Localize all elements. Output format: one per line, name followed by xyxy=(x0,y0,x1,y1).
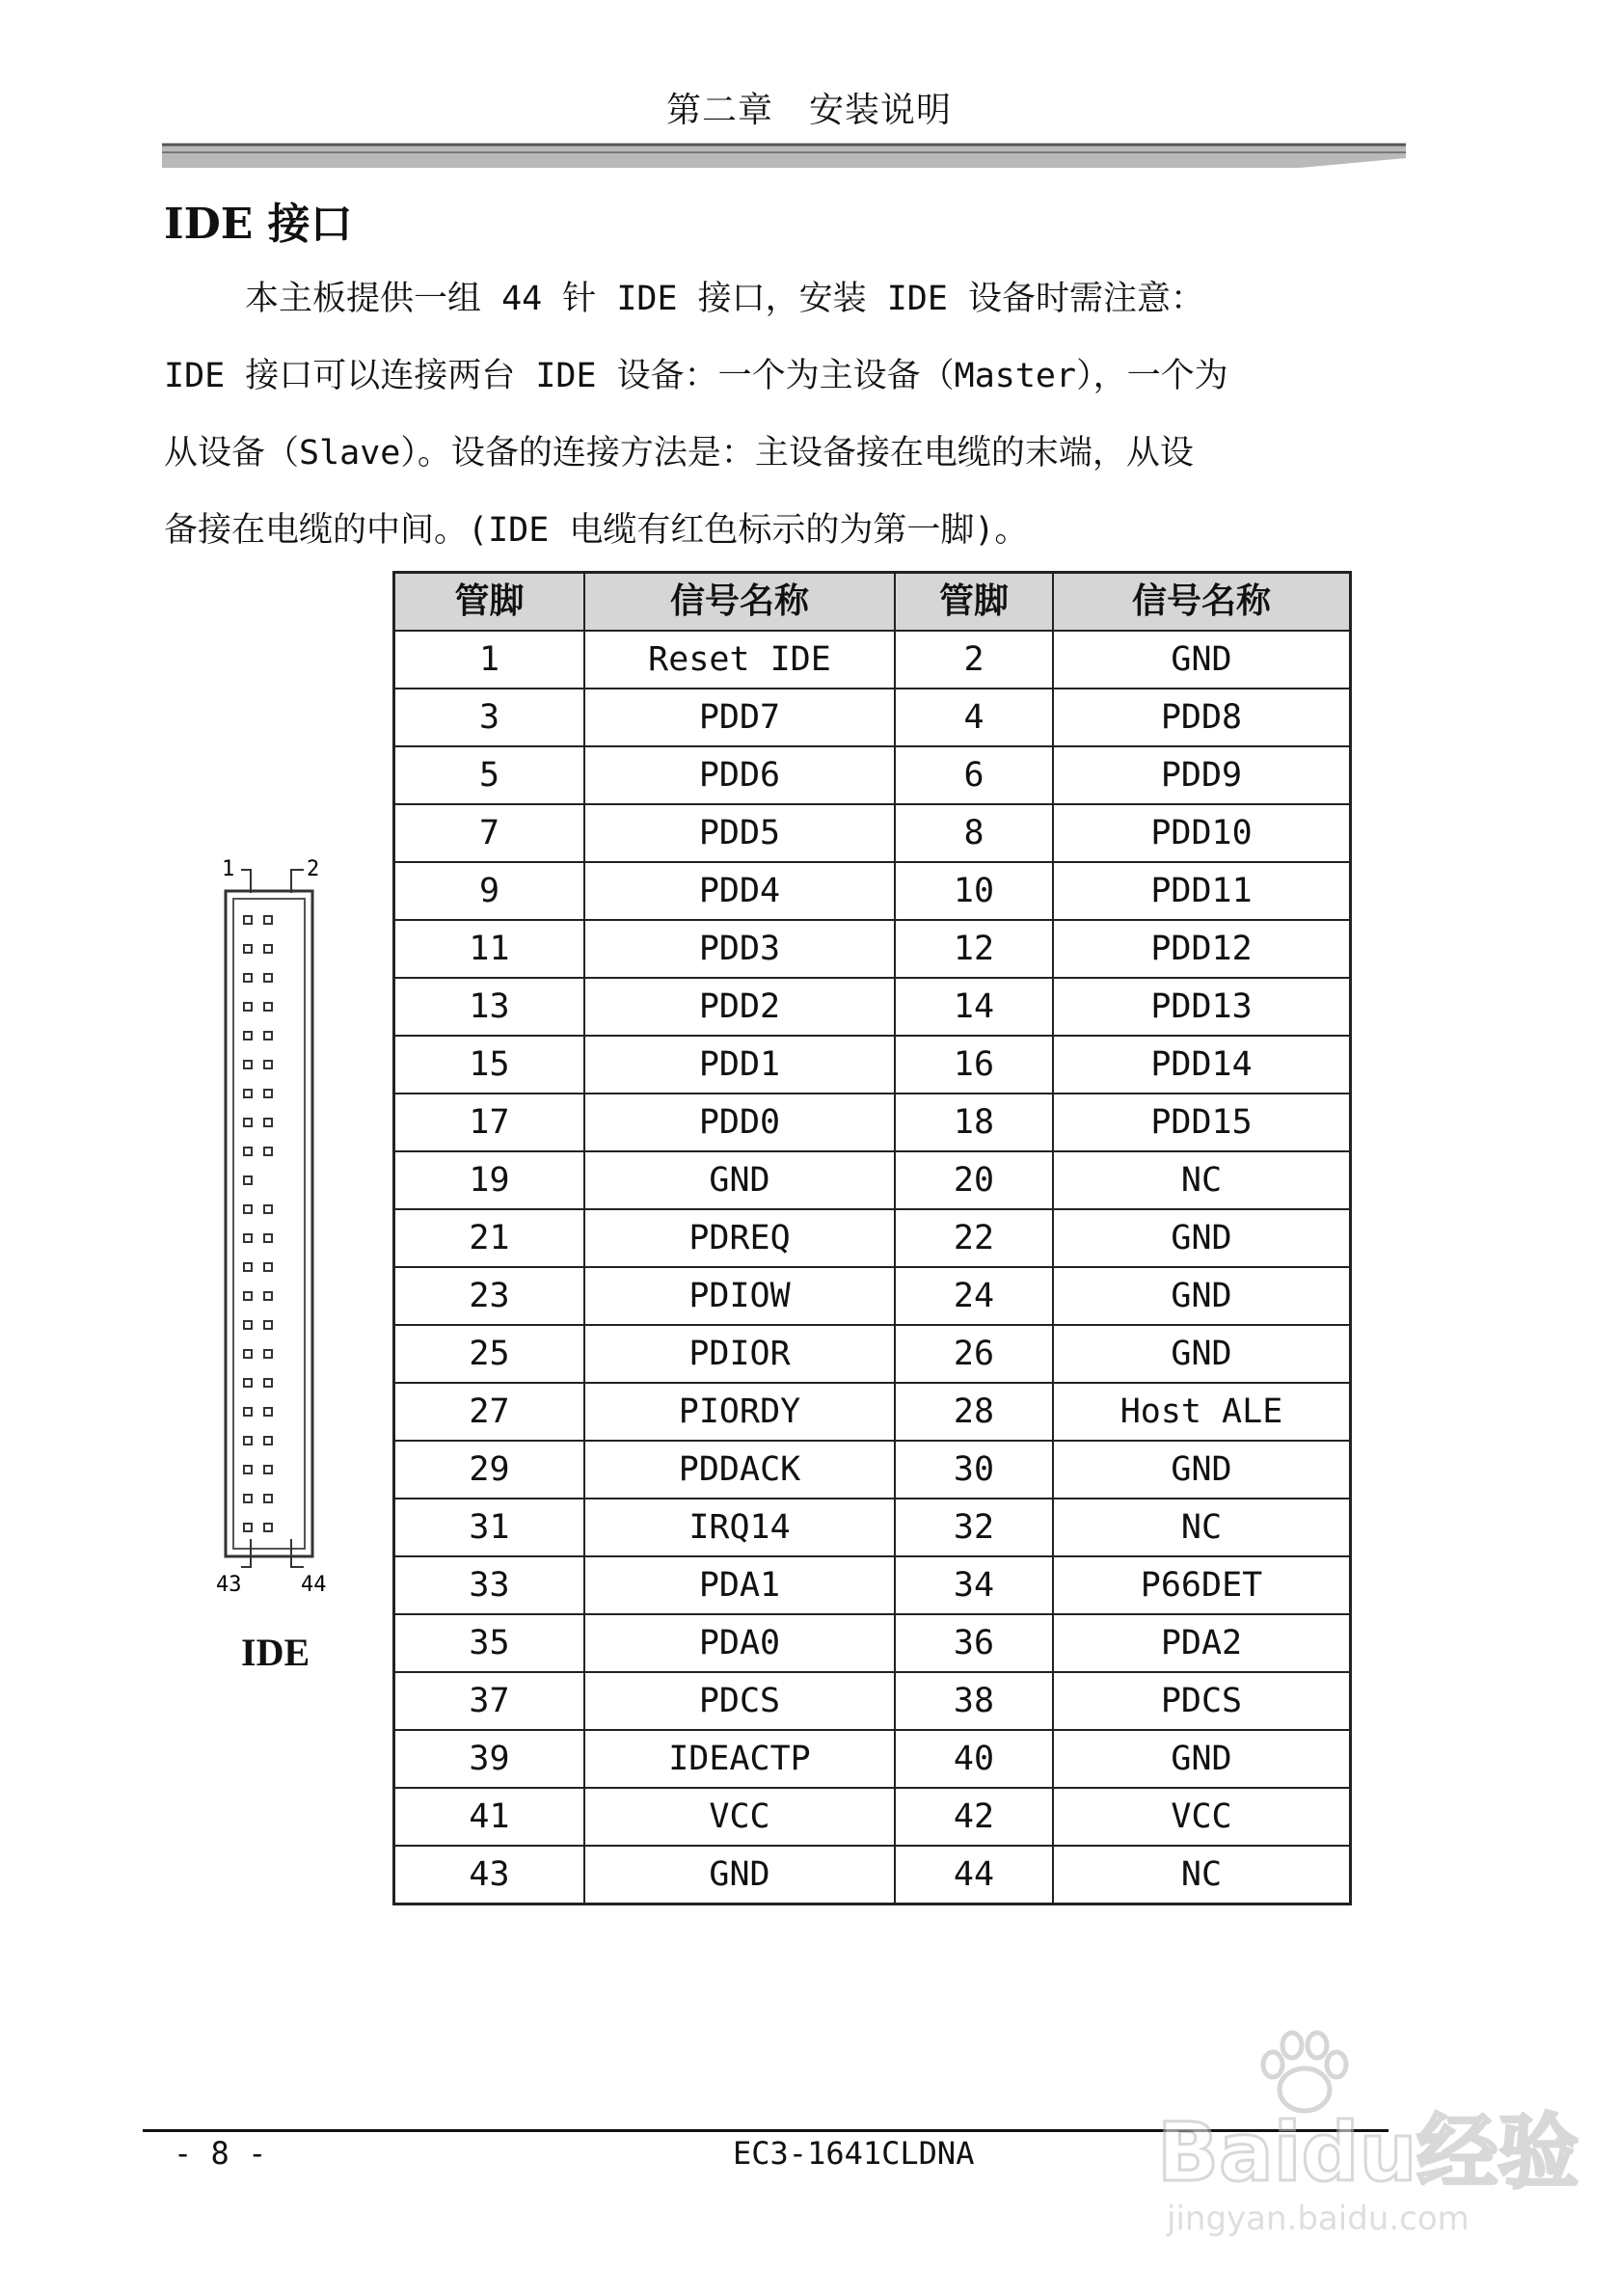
table-row xyxy=(394,1036,1351,1094)
pin-number: 12 xyxy=(895,920,1053,978)
signal-name: PDA1 xyxy=(584,1556,895,1614)
signal-name: PDD10 xyxy=(1053,804,1351,862)
connector-pin xyxy=(244,1119,252,1126)
table-row xyxy=(394,689,1351,746)
signal-name: GND xyxy=(1053,631,1351,689)
page-number: - 8 - xyxy=(174,2135,267,2172)
signal-name: NC xyxy=(1053,1846,1351,1904)
pin-number: 15 xyxy=(394,1036,585,1094)
pin-number: 11 xyxy=(394,920,585,978)
signal-name: VCC xyxy=(1053,1788,1351,1846)
connector-pin xyxy=(244,974,252,982)
pin-number: 35 xyxy=(394,1614,585,1672)
signal-name: PDD12 xyxy=(1053,920,1351,978)
connector-pin xyxy=(244,1379,252,1387)
table-row xyxy=(394,1788,1351,1846)
connector-pin xyxy=(244,1234,252,1242)
pin-number: 25 xyxy=(394,1325,585,1383)
chapter-title: 第二章 安装说明 xyxy=(665,91,952,130)
pin-number: 39 xyxy=(394,1730,585,1788)
table-row xyxy=(394,1209,1351,1267)
header-rule xyxy=(162,139,1406,172)
connector-pin xyxy=(264,1003,272,1011)
pin-number: 7 xyxy=(394,804,585,862)
connector-pin xyxy=(244,1495,252,1502)
connector-pin xyxy=(264,1263,272,1271)
signal-name: PDCS xyxy=(584,1672,895,1730)
section-title: IDE 接口 xyxy=(164,200,353,249)
connector-pin xyxy=(264,1321,272,1329)
paragraph-2: IDE 接口可以连接两台 IDE 设备：一个为主设备（Master），一个为 xyxy=(164,357,1228,395)
pin-number: 41 xyxy=(394,1788,585,1846)
signal-name: VCC xyxy=(584,1788,895,1846)
watermark-url: jingyan.baidu.com xyxy=(1167,2200,1470,2238)
pin-number: 37 xyxy=(394,1672,585,1730)
pin-number: 19 xyxy=(394,1151,585,1209)
signal-name: PDD15 xyxy=(1053,1094,1351,1151)
pin-number: 4 xyxy=(895,689,1053,746)
signal-name: PDA2 xyxy=(1053,1614,1351,1672)
connector-pin xyxy=(264,1148,272,1155)
ide-connector-diagram xyxy=(212,849,347,1601)
signal-name: PDD1 xyxy=(584,1036,895,1094)
pin-number: 38 xyxy=(895,1672,1053,1730)
table-row xyxy=(394,1094,1351,1151)
signal-name: PDD4 xyxy=(584,862,895,920)
connector-label: IDE xyxy=(241,1631,310,1674)
pin-table-body xyxy=(394,631,1351,1904)
header-signal: 信号名称 xyxy=(1053,573,1351,632)
pin-number: 32 xyxy=(895,1499,1053,1556)
signal-name: PDCS xyxy=(1053,1672,1351,1730)
table-row xyxy=(394,1672,1351,1730)
signal-name: Host ALE xyxy=(1053,1383,1351,1441)
table-row xyxy=(394,1499,1351,1556)
table-row xyxy=(394,1730,1351,1788)
signal-name: PDD3 xyxy=(584,920,895,978)
connector-pin xyxy=(264,1350,272,1358)
connector-pin xyxy=(244,1003,252,1011)
table-row xyxy=(394,1325,1351,1383)
table-row xyxy=(394,1556,1351,1614)
connector-pin xyxy=(244,1321,252,1329)
connector-pin xyxy=(264,1379,272,1387)
signal-name: PDIOR xyxy=(584,1325,895,1383)
signal-name: PDDACK xyxy=(584,1441,895,1499)
pin-number: 27 xyxy=(394,1383,585,1441)
table-row xyxy=(394,1846,1351,1904)
signal-name: GND xyxy=(1053,1267,1351,1325)
connector-pin xyxy=(244,1524,252,1531)
connector-pin xyxy=(244,916,252,924)
paragraph-3: 从设备（Slave）。设备的连接方法是：主设备接在电缆的末端，从设 xyxy=(164,434,1194,473)
signal-name: PDD14 xyxy=(1053,1036,1351,1094)
signal-name: IDEACTP xyxy=(584,1730,895,1788)
pin-number: 9 xyxy=(394,862,585,920)
pin-number: 18 xyxy=(895,1094,1053,1151)
table-row xyxy=(394,920,1351,978)
pin-number: 13 xyxy=(394,978,585,1036)
pin-44-label: 44 xyxy=(301,1573,327,1597)
pin-number: 1 xyxy=(394,631,585,689)
signal-name: IRQ14 xyxy=(584,1499,895,1556)
paragraph-1: 本主板提供一组 44 针 IDE 接口，安装 IDE 设备时需注意： xyxy=(245,280,1205,318)
connector-pin xyxy=(264,945,272,953)
signal-name: GND xyxy=(1053,1209,1351,1267)
connector-pin xyxy=(264,1466,272,1473)
pin-number: 17 xyxy=(394,1094,585,1151)
pin-number: 23 xyxy=(394,1267,585,1325)
connector-pin xyxy=(244,1408,252,1416)
signal-name: PDD5 xyxy=(584,804,895,862)
signal-name: PDD13 xyxy=(1053,978,1351,1036)
pin-number: 22 xyxy=(895,1209,1053,1267)
connector-pin xyxy=(264,916,272,924)
table-row xyxy=(394,1383,1351,1441)
signal-name: NC xyxy=(1053,1151,1351,1209)
connector-pin xyxy=(244,1090,252,1097)
pin-number: 36 xyxy=(895,1614,1053,1672)
pin-number: 44 xyxy=(895,1846,1053,1904)
connector-pin xyxy=(264,1090,272,1097)
pin-number: 5 xyxy=(394,746,585,804)
table-row xyxy=(394,978,1351,1036)
model-number: EC3-1641CLDNA xyxy=(733,2135,975,2172)
table-row xyxy=(394,1151,1351,1209)
watermark xyxy=(1138,2030,1579,2261)
pin-number: 40 xyxy=(895,1730,1053,1788)
connector-pin xyxy=(264,1061,272,1068)
connector-pin-grid xyxy=(244,916,272,1531)
connector-pin xyxy=(244,1263,252,1271)
pin-number: 33 xyxy=(394,1556,585,1614)
connector-pin xyxy=(244,1032,252,1040)
connector-pin xyxy=(264,1205,272,1213)
connector-pin xyxy=(264,1234,272,1242)
table-row xyxy=(394,631,1351,689)
pin-number: 24 xyxy=(895,1267,1053,1325)
signal-name: PDD2 xyxy=(584,978,895,1036)
table-row xyxy=(394,804,1351,862)
signal-name: PDA0 xyxy=(584,1614,895,1672)
connector-pin xyxy=(244,945,252,953)
pin-number: 3 xyxy=(394,689,585,746)
connector-pin xyxy=(264,1495,272,1502)
pin-number: 29 xyxy=(394,1441,585,1499)
connector-pin xyxy=(244,1292,252,1300)
table-row xyxy=(394,1267,1351,1325)
watermark-brand: Baidu经验 xyxy=(1157,2105,1579,2200)
connector-pin xyxy=(244,1061,252,1068)
connector-pin xyxy=(264,1292,272,1300)
connector-pin xyxy=(264,1032,272,1040)
pin-number: 30 xyxy=(895,1441,1053,1499)
signal-name: P66DET xyxy=(1053,1556,1351,1614)
signal-name: PDD11 xyxy=(1053,862,1351,920)
signal-name: PDD8 xyxy=(1053,689,1351,746)
pin-number: 10 xyxy=(895,862,1053,920)
table-header-row xyxy=(394,573,1351,632)
signal-name: GND xyxy=(584,1151,895,1209)
connector-pin xyxy=(264,1524,272,1531)
signal-name: GND xyxy=(1053,1441,1351,1499)
table-row xyxy=(394,862,1351,920)
connector-pin xyxy=(264,1408,272,1416)
signal-name: PDIOW xyxy=(584,1267,895,1325)
signal-name: PIORDY xyxy=(584,1383,895,1441)
pin-number: 2 xyxy=(895,631,1053,689)
table-row xyxy=(394,1614,1351,1672)
signal-name: PDD7 xyxy=(584,689,895,746)
pin-number: 28 xyxy=(895,1383,1053,1441)
connector-pin xyxy=(244,1437,252,1445)
connector-pin xyxy=(244,1176,252,1184)
connector-pin xyxy=(244,1350,252,1358)
connector-pin xyxy=(264,1437,272,1445)
signal-name: GND xyxy=(1053,1325,1351,1383)
pin-number: 16 xyxy=(895,1036,1053,1094)
paragraph-4: 备接在电缆的中间。(IDE 电缆有红色标示的为第一脚)。 xyxy=(164,511,1029,550)
table-row xyxy=(394,746,1351,804)
pin-number: 20 xyxy=(895,1151,1053,1209)
connector-pin xyxy=(244,1148,252,1155)
pin-number: 8 xyxy=(895,804,1053,862)
pin-number: 42 xyxy=(895,1788,1053,1846)
signal-name: PDD9 xyxy=(1053,746,1351,804)
pin-1-label: 1 xyxy=(222,857,235,881)
pin-2-label: 2 xyxy=(307,857,320,881)
pin-number: 21 xyxy=(394,1209,585,1267)
pin-number: 31 xyxy=(394,1499,585,1556)
pin-43-label: 43 xyxy=(216,1573,242,1597)
signal-name: PDD0 xyxy=(584,1094,895,1151)
header-pin: 管脚 xyxy=(895,573,1053,632)
signal-name: GND xyxy=(1053,1730,1351,1788)
pin-table xyxy=(392,571,1352,1905)
signal-name: PDREQ xyxy=(584,1209,895,1267)
connector-pin xyxy=(264,1119,272,1126)
pin-number: 6 xyxy=(895,746,1053,804)
pin-number: 14 xyxy=(895,978,1053,1036)
signal-name: NC xyxy=(1053,1499,1351,1556)
signal-name: GND xyxy=(584,1846,895,1904)
header-signal: 信号名称 xyxy=(584,573,895,632)
pin-number: 34 xyxy=(895,1556,1053,1614)
header-pin: 管脚 xyxy=(394,573,585,632)
pin-number: 26 xyxy=(895,1325,1053,1383)
signal-name: Reset IDE xyxy=(584,631,895,689)
pin-number: 43 xyxy=(394,1846,585,1904)
connector-pin xyxy=(244,1466,252,1473)
connector-pin xyxy=(264,974,272,982)
table-row xyxy=(394,1441,1351,1499)
signal-name: PDD6 xyxy=(584,746,895,804)
connector-pin xyxy=(244,1205,252,1213)
